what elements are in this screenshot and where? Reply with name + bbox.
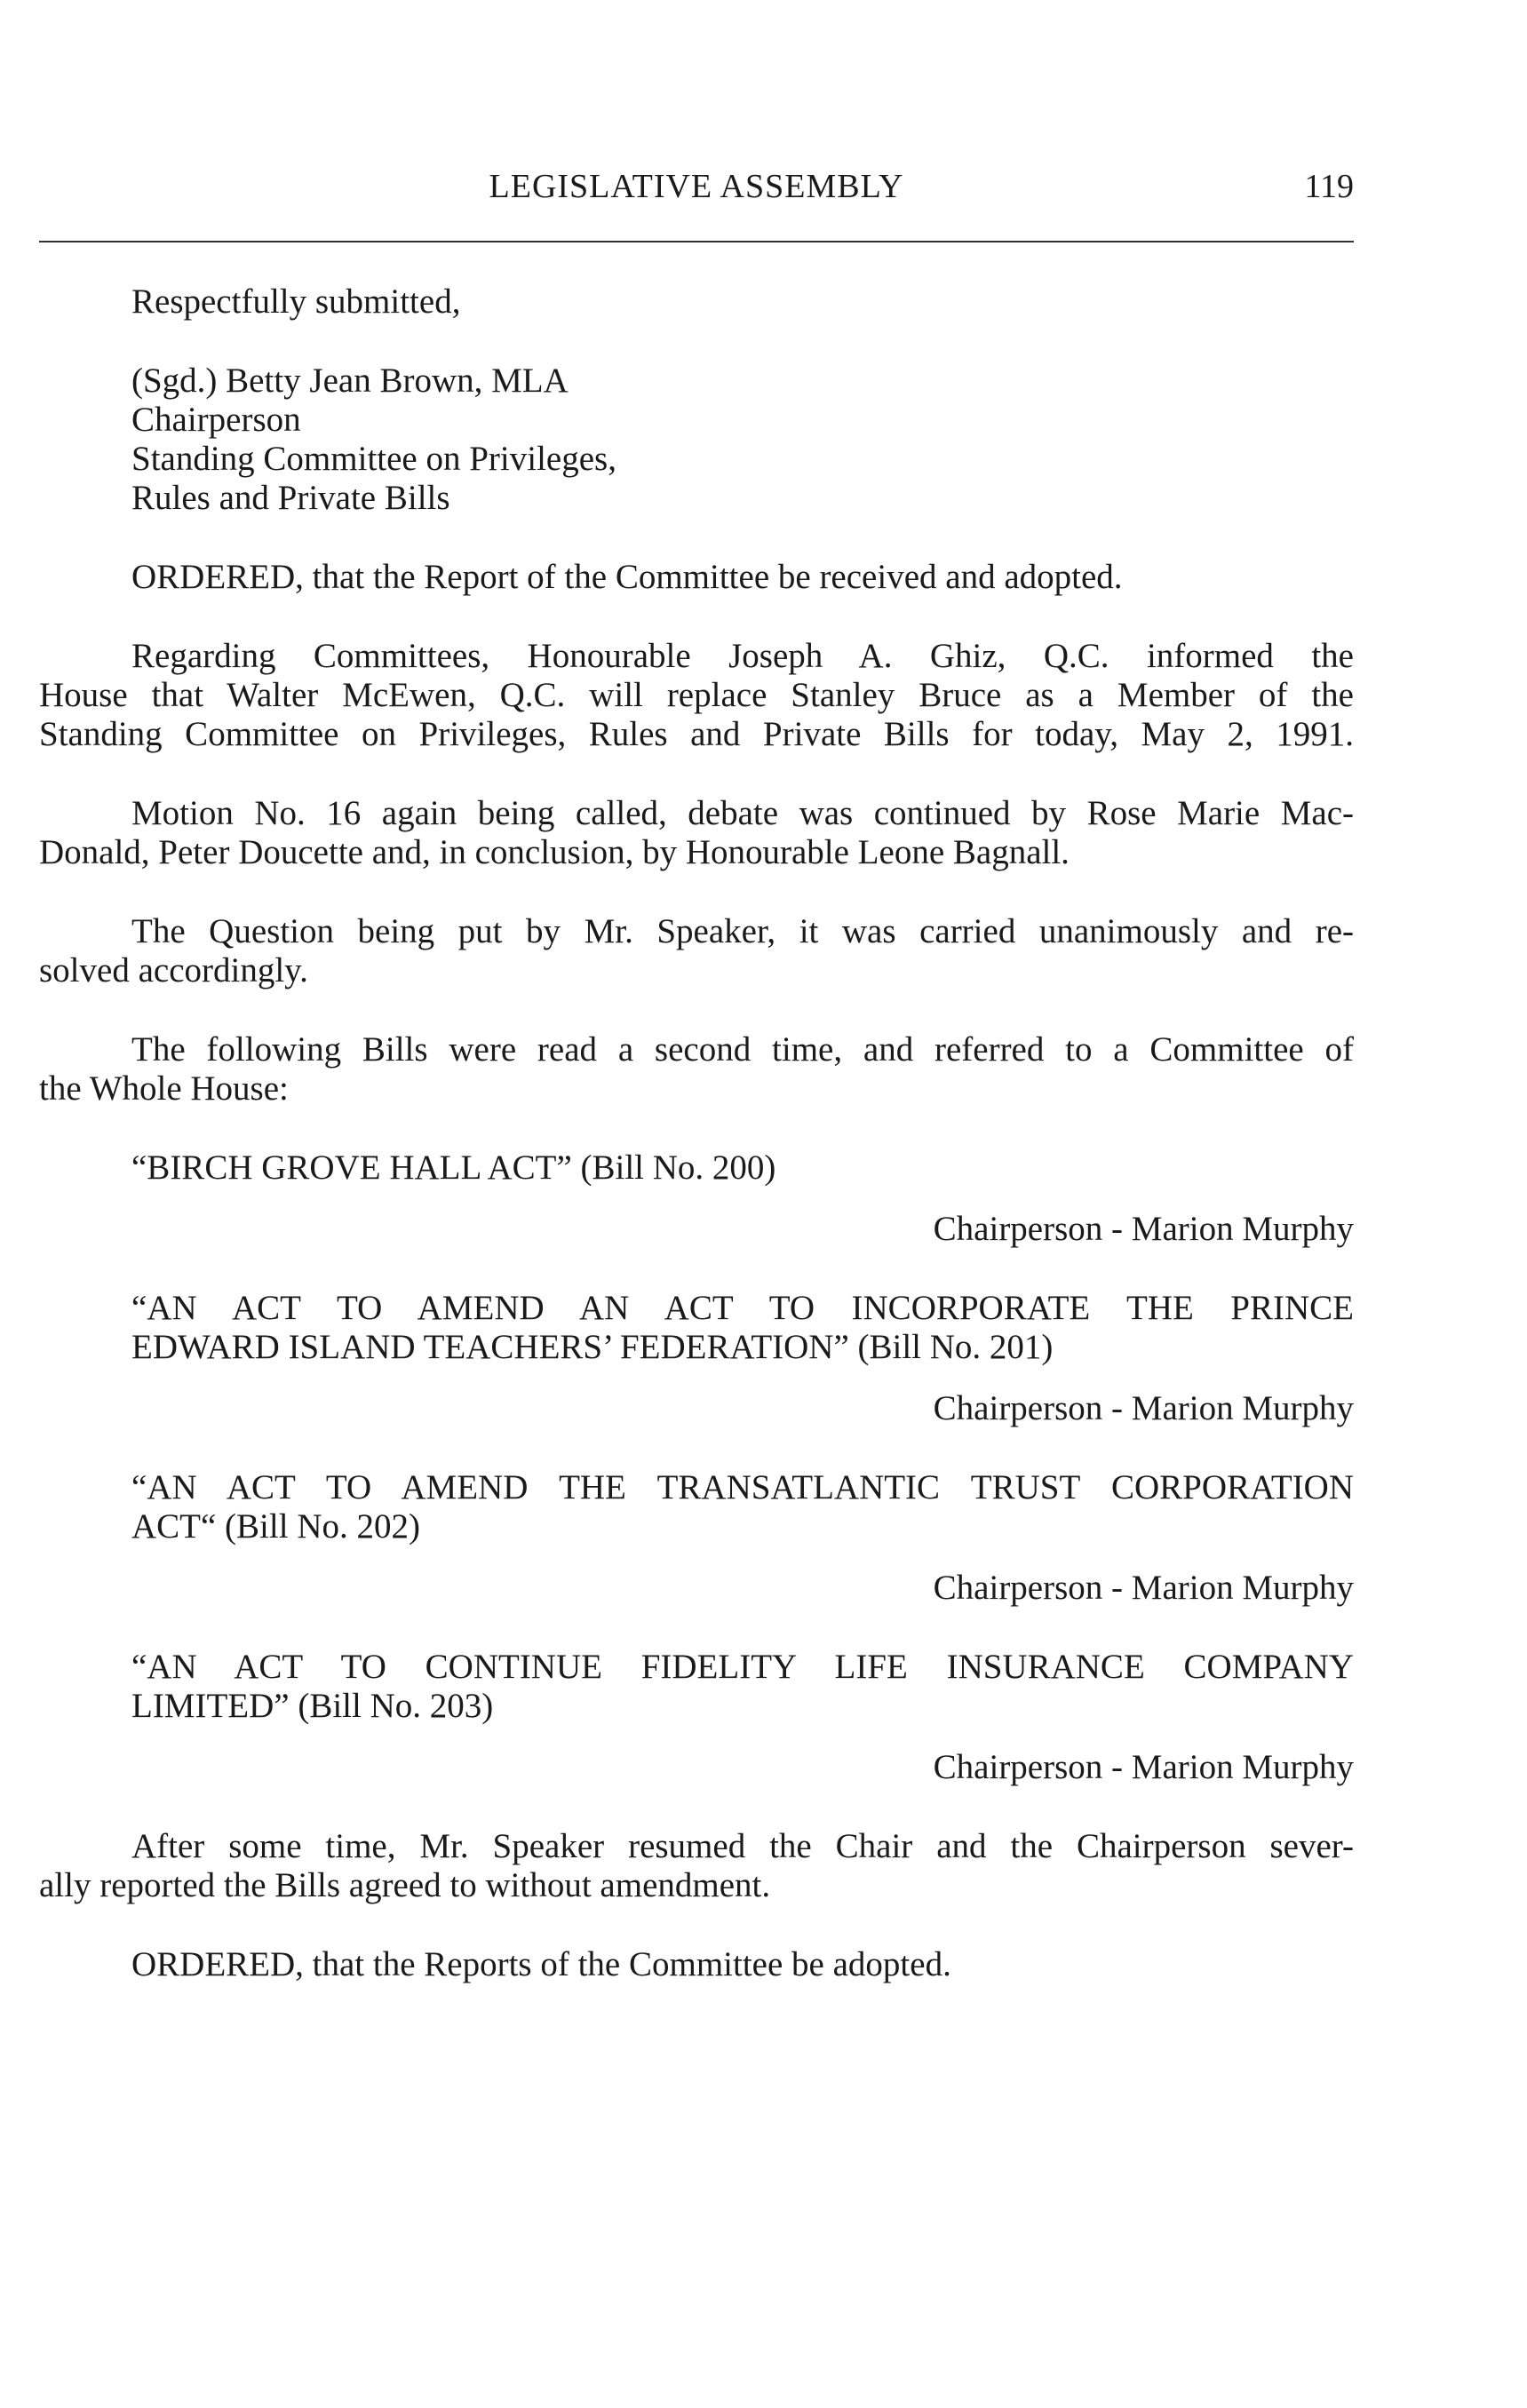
paragraph-line: Regarding Committees, Honourable Joseph A. Ghiz, Q.C. informed the	[131, 637, 1354, 675]
bill-title	[131, 1648, 1354, 1726]
bill-chairperson: Chairperson - Marion Murphy	[933, 1389, 1354, 1427]
bill-entry	[39, 1148, 1354, 1249]
signature-committee: Standing Committee on Privileges,	[131, 440, 616, 478]
after-time-paragraph	[39, 1827, 1354, 1905]
page-header	[39, 167, 1354, 211]
question-paragraph	[39, 912, 1354, 990]
bill-chairperson: Chairperson - Marion Murphy	[933, 1569, 1354, 1607]
paragraph-line: Motion No. 16 again being called, debate was continued by Rose Marie Mac-	[131, 794, 1354, 832]
bill-entry	[39, 1468, 1354, 1608]
bill-title-line: “AN ACT TO CONTINUE FIDELITY LIFE INSURANCE COMPANY	[131, 1648, 1354, 1686]
bill-entry	[39, 1648, 1354, 1787]
signature-line: (Sgd.) Betty Jean Brown, MLA	[131, 362, 569, 400]
paragraph-line: The following Bills were read a second time, and referred to a Committee of	[131, 1030, 1354, 1069]
bill-title-line: “AN ACT TO AMEND THE TRANSATLANTIC TRUST CORPORATION	[131, 1468, 1354, 1506]
paragraph-line: After some time, Mr. Speaker resumed the Chair and the Chairperson sever-	[131, 1827, 1354, 1865]
paragraph-line: Standing Committee on Privileges, Rules and Private Bills for today, May 2, 1991.	[39, 715, 1354, 753]
paragraph-line: The Question being put by Mr. Speaker, it was carried unanimously and re-	[131, 912, 1354, 950]
motion-paragraph	[39, 794, 1354, 872]
signature-committee: Rules and Private Bills	[131, 479, 450, 517]
document-body	[39, 282, 1354, 2024]
committees-paragraph	[39, 637, 1354, 754]
bill-chairperson: Chairperson - Marion Murphy	[933, 1210, 1354, 1248]
paragraph-line: ally reported the Bills agreed to without amendment.	[39, 1866, 771, 1904]
bill-title	[131, 1148, 1354, 1188]
header-rule	[39, 241, 1354, 242]
bill-title-line: ACT“ (Bill No. 202)	[131, 1507, 420, 1546]
running-title: LEGISLATIVE ASSEMBLY	[489, 168, 904, 205]
bills-intro-paragraph	[39, 1030, 1354, 1109]
paragraph-line: Donald, Peter Doucette and, in conclusion, by Honourable Leone Bagnall.	[39, 833, 1070, 871]
signature-block	[131, 282, 1354, 518]
bill-title-line: “BIRCH GROVE HALL ACT” (Bill No. 200)	[131, 1148, 776, 1187]
paragraph-line: House that Walter McEwen, Q.C. will replace Stanley Bruce as a Member of the	[39, 676, 1354, 714]
bill-chairperson: Chairperson - Marion Murphy	[933, 1748, 1354, 1786]
signature-title: Chairperson	[131, 401, 301, 439]
bill-title-line: “AN ACT TO AMEND AN ACT TO INCORPORATE THE PRINCE	[131, 1289, 1354, 1327]
ordered-report-paragraph: ORDERED, that the Report of the Committee be received and adopted.	[131, 558, 1123, 596]
ordered-reports-paragraph: ORDERED, that the Reports of the Committee be adopted.	[131, 1945, 951, 1983]
bill-entry	[39, 1289, 1354, 1428]
paragraph-line: solved accordingly.	[39, 951, 308, 989]
paragraph-line: the Whole House:	[39, 1069, 289, 1108]
page-number: 119	[1304, 168, 1354, 205]
bill-title-line: LIMITED” (Bill No. 203)	[131, 1687, 494, 1725]
bill-title	[131, 1289, 1354, 1367]
bill-title	[131, 1468, 1354, 1546]
closing-line: Respectfully submitted,	[131, 282, 461, 321]
bill-title-line: EDWARD ISLAND TEACHERS’ FEDERATION” (Bill No. 201)	[131, 1328, 1054, 1366]
